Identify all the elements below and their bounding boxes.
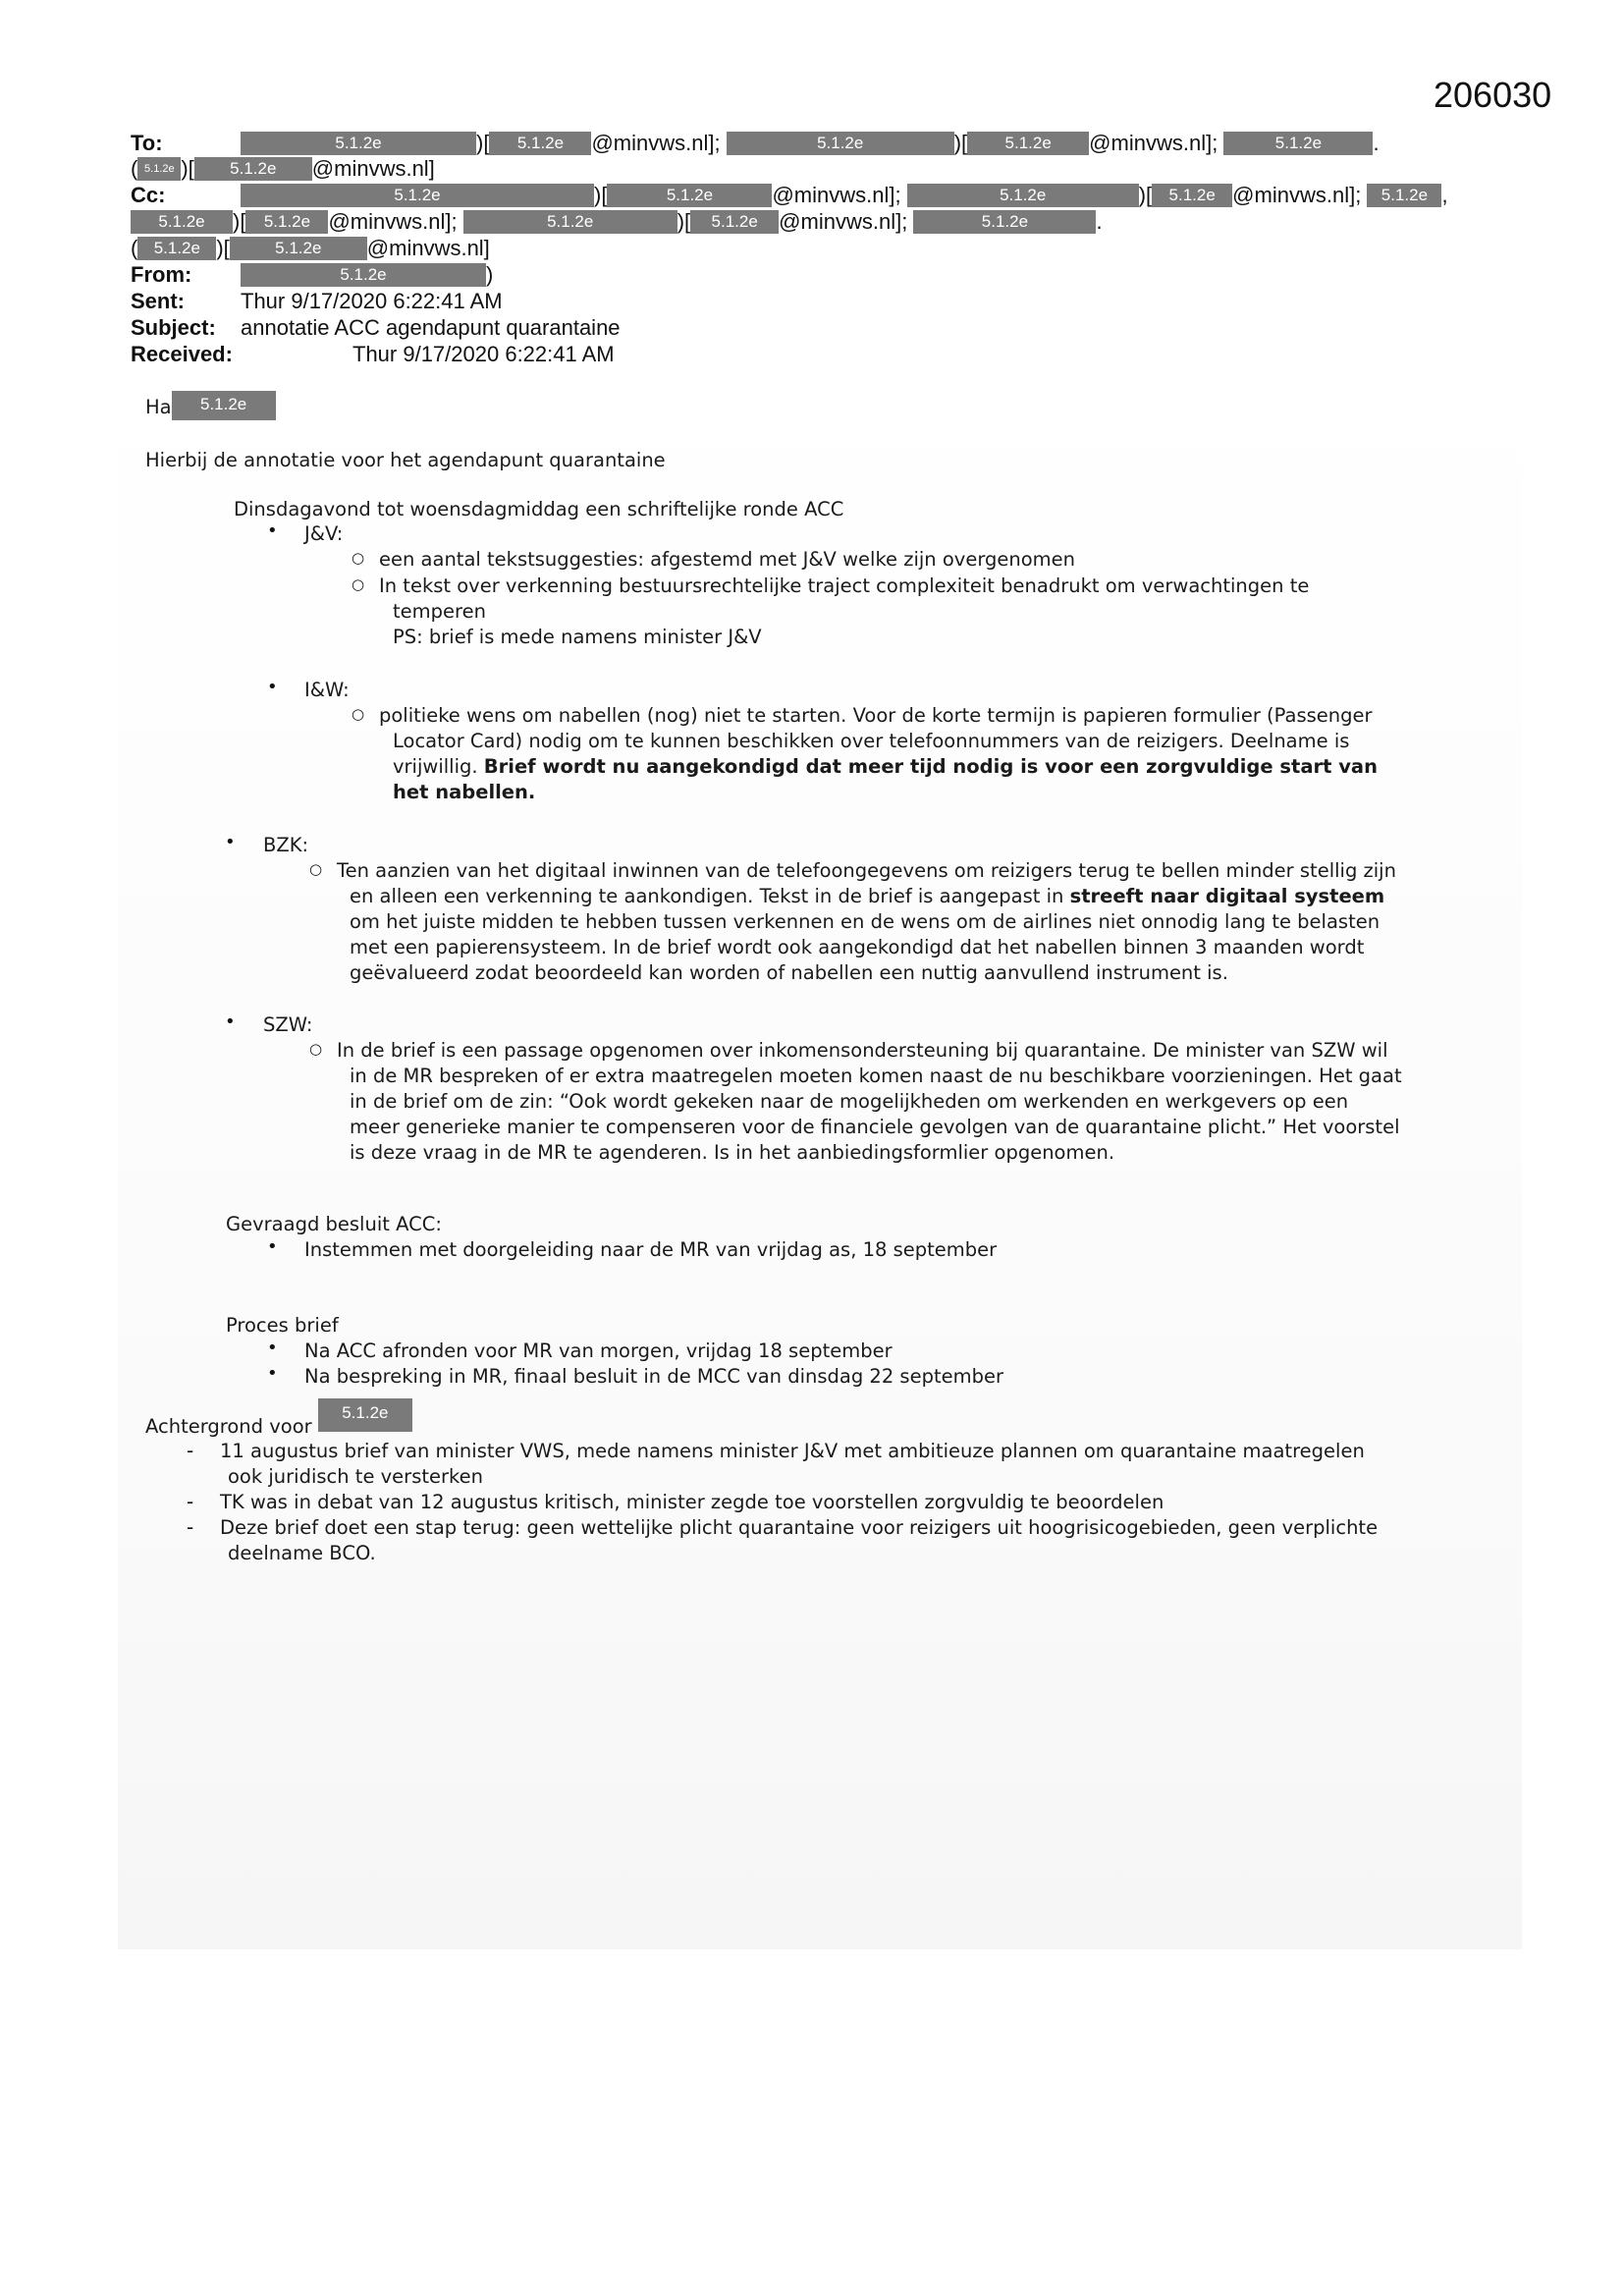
- redaction: 5.1.2e: [463, 210, 677, 234]
- redaction: 5.1.2e: [1367, 184, 1441, 207]
- cc-label: Cc:: [131, 183, 166, 207]
- email-domain: @minvws.nl];: [1232, 183, 1362, 207]
- from-line: From: 5.1.2e ): [131, 262, 494, 287]
- email-domain: @minvws.nl]: [366, 236, 490, 260]
- bzk-line-1: Ten aanzien van het digitaal inwinnen van de telefoongegevens om reizigers terug te bellen minder stellig zijn: [337, 859, 1396, 882]
- received-line: [131, 342, 615, 367]
- bzk-line-2: [350, 884, 1384, 908]
- subject-line: [131, 315, 621, 341]
- circle-bullet: ○: [309, 1040, 323, 1058]
- iw-line-3-bold: Brief wordt nu aangekondigd dat meer tijd nodig is voor een zorgvuldige start van: [483, 755, 1378, 778]
- cc-line-1: Cc: 5.1.2e )[ 5.1.2e @minvws.nl]; 5.1.2e )[ 5.1.2e @minvws.nl]; 5.1.2e ,: [131, 183, 1448, 207]
- szw-line-5: is deze vraag in de MR te agenderen. Is in het aanbiedingsformlier opgenomen.: [350, 1141, 1115, 1164]
- to-line-1: To: 5.1.2e )[ 5.1.2e @minvws.nl]; 5.1.2e )[ 5.1.2e @minvws.nl]; 5.1.2e .: [131, 131, 1380, 155]
- subject-value: annotatie ACC agendapunt quarantaine: [241, 315, 621, 340]
- redaction: 5.1.2e: [907, 184, 1139, 207]
- redaction: 5.1.2e: [245, 210, 328, 234]
- bullet: •: [225, 832, 236, 852]
- szw-line-3: in de brief om de zin: “Ook wordt gekeken naar de mogelijkheden om werkenden en werkgevers op een: [350, 1090, 1349, 1113]
- redaction: 5.1.2e: [1223, 132, 1373, 155]
- email-domain: @minvws.nl];: [591, 131, 721, 155]
- background-item-2: TK was in debat van 12 augustus kritisch, minister zegde toe voorstellen zorgvuldig te beoordelen: [220, 1491, 1164, 1513]
- jv-item-2-line-3: PS: brief is mede namens minister J&V: [393, 626, 762, 648]
- redaction: 5.1.2e: [194, 157, 312, 181]
- bullet: •: [267, 1338, 278, 1358]
- greeting: [145, 395, 276, 420]
- dash-bullet: -: [187, 1439, 194, 1462]
- redaction: 5.1.2e: [230, 237, 367, 260]
- jv-item-2-line-1: In tekst over verkenning bestuursrechtelijke traject complexiteit benadrukt om verwachtingen te: [379, 574, 1310, 597]
- background-item-3-line-2: deelname BCO.: [228, 1542, 376, 1564]
- to-line-2: ( 5.1.2e )[ 5.1.2e @minvws.nl]: [131, 156, 435, 181]
- bullet: •: [225, 1011, 236, 1032]
- received-value: Thur 9/17/2020 6:22:41 AM: [352, 342, 615, 366]
- background-item-3-line-1: Deze brief doet een stap terug: geen wettelijke plicht quarantaine voor reizigers uit hoogrisicogebieden, geen verplichte: [220, 1516, 1379, 1539]
- email-domain: @minvws.nl];: [328, 209, 458, 234]
- bullet: •: [267, 1236, 278, 1257]
- redaction: 5.1.2e: [690, 210, 779, 234]
- redaction: 5.1.2e: [318, 1398, 412, 1432]
- jv-label: J&V:: [304, 522, 344, 545]
- jv-item-2-line-2: temperen: [393, 600, 486, 623]
- bzk-label: BZK:: [263, 834, 309, 856]
- background-label: Achtergrond voor: [145, 1415, 312, 1438]
- szw-line-2: in de MR bespreken of er extra maatregelen moeten komen naast de nu beschikbare voorzieningen. Het gaat: [350, 1065, 1402, 1087]
- iw-line-1: politieke wens om nabellen (nog) niet te starten. Voor de korte termijn is papieren formulier (Passenger: [379, 704, 1373, 727]
- cc-line-3: ( 5.1.2e )[ 5.1.2e @minvws.nl]: [131, 236, 490, 260]
- circle-bullet: ○: [352, 705, 365, 723]
- received-label: Received:: [131, 342, 233, 366]
- background-item-1-line-2: ook juridisch te versterken: [228, 1465, 483, 1488]
- redaction: 5.1.2e: [137, 157, 181, 181]
- cc-line-2: 5.1.2e )[ 5.1.2e @minvws.nl]; 5.1.2e )[ 5.1.2e @minvws.nl]; 5.1.2e .: [131, 209, 1103, 235]
- dash-bullet: -: [187, 1515, 194, 1539]
- iw-line-3-plain: vrijwillig.: [393, 755, 484, 778]
- bzk-line-4: met een papierensysteem. In de brief wordt ook aangekondigd dat het nabellen binnen 3 maanden wordt: [350, 936, 1365, 958]
- email-domain: @minvws.nl];: [772, 183, 901, 207]
- redaction: 5.1.2e: [1152, 184, 1232, 207]
- decision-label: Gevraagd besluit ACC:: [226, 1213, 442, 1235]
- sent-label: Sent:: [131, 289, 185, 313]
- circle-bullet: ○: [352, 575, 365, 593]
- circle-bullet: ○: [309, 860, 323, 878]
- bzk-line-2-plain: en alleen een verkenning te aankondigen. Tekst in de brief is aangepast in: [350, 885, 1070, 907]
- process-item-2: Na bespreking in MR, finaal besluit in de MCC van dinsdag 22 september: [304, 1365, 1003, 1388]
- redaction: 5.1.2e: [137, 237, 216, 260]
- greeting-text: Ha: [145, 396, 172, 418]
- jv-item-1: een aantal tekstsuggesties: afgestemd met J&V welke zijn overgenomen: [379, 548, 1076, 571]
- process-label: Proces brief: [226, 1314, 339, 1337]
- redaction: 5.1.2e: [489, 132, 591, 155]
- bzk-line-2-bold: streeft naar digitaal systeem: [1069, 885, 1385, 907]
- redaction: 5.1.2e: [241, 184, 594, 207]
- redaction: 5.1.2e: [913, 210, 1096, 234]
- background-item-1-line-1: 11 augustus brief van minister VWS, mede namens minister J&V met ambitieuze plannen om quarantaine maatregelen: [220, 1440, 1365, 1462]
- redaction: 5.1.2e: [131, 210, 233, 234]
- bullet: •: [267, 677, 278, 697]
- szw-line-4: meer generieke manier te compenseren voor de financiele gevolgen van de quarantaine plicht.” Het voorstel: [350, 1116, 1400, 1138]
- redaction: 5.1.2e: [727, 132, 954, 155]
- process-item-1: Na ACC afronden voor MR van morgen, vrijdag 18 september: [304, 1339, 893, 1362]
- email-domain: @minvws.nl]: [311, 156, 435, 181]
- iw-line-2: Locator Card) nodig om te kunnen beschikken over telefoonnummers van de reizigers. Deelname is: [393, 730, 1350, 752]
- email-domain: @minvws.nl];: [779, 209, 908, 234]
- bzk-line-5: geëvalueerd zodat beoordeeld kan worden of nabellen een nuttig aanvullend instrument is.: [350, 961, 1228, 984]
- iw-line-3: [393, 754, 1378, 779]
- szw-label: SZW:: [263, 1013, 313, 1036]
- redaction: 5.1.2e: [172, 391, 276, 420]
- dash-bullet: -: [187, 1490, 194, 1513]
- background-heading: [145, 1403, 412, 1439]
- iw-line-4: het nabellen.: [393, 781, 536, 803]
- iw-label: I&W:: [304, 679, 350, 701]
- decision-item: Instemmen met doorgeleiding naar de MR van vrijdag as, 18 september: [304, 1238, 998, 1261]
- redaction: 5.1.2e: [607, 184, 772, 207]
- szw-line-1: In de brief is een passage opgenomen over inkomensondersteuning bij quarantaine. De minister van SZW wil: [337, 1039, 1388, 1062]
- sent-line: [131, 289, 503, 314]
- redaction: 5.1.2e: [241, 132, 476, 155]
- document-number: 206030: [1434, 75, 1552, 115]
- bullet: •: [267, 520, 278, 541]
- round-text: Dinsdagavond tot woensdagmiddag een schriftelijke ronde ACC: [234, 498, 844, 520]
- redaction: 5.1.2e: [967, 132, 1089, 155]
- to-label: To:: [131, 131, 163, 155]
- email-domain: @minvws.nl];: [1089, 131, 1218, 155]
- subject-label: Subject:: [131, 315, 216, 340]
- intro-text: Hierbij de annotatie voor het agendapunt quarantaine: [145, 449, 666, 471]
- from-label: From:: [131, 262, 192, 287]
- bzk-line-3: om het juiste midden te hebben tussen verkennen en de wens om de airlines niet onnodig lang te belasten: [350, 910, 1380, 933]
- circle-bullet: ○: [352, 549, 365, 567]
- sent-value: Thur 9/17/2020 6:22:41 AM: [241, 289, 503, 313]
- redaction: 5.1.2e: [241, 263, 486, 287]
- bullet: •: [267, 1363, 278, 1384]
